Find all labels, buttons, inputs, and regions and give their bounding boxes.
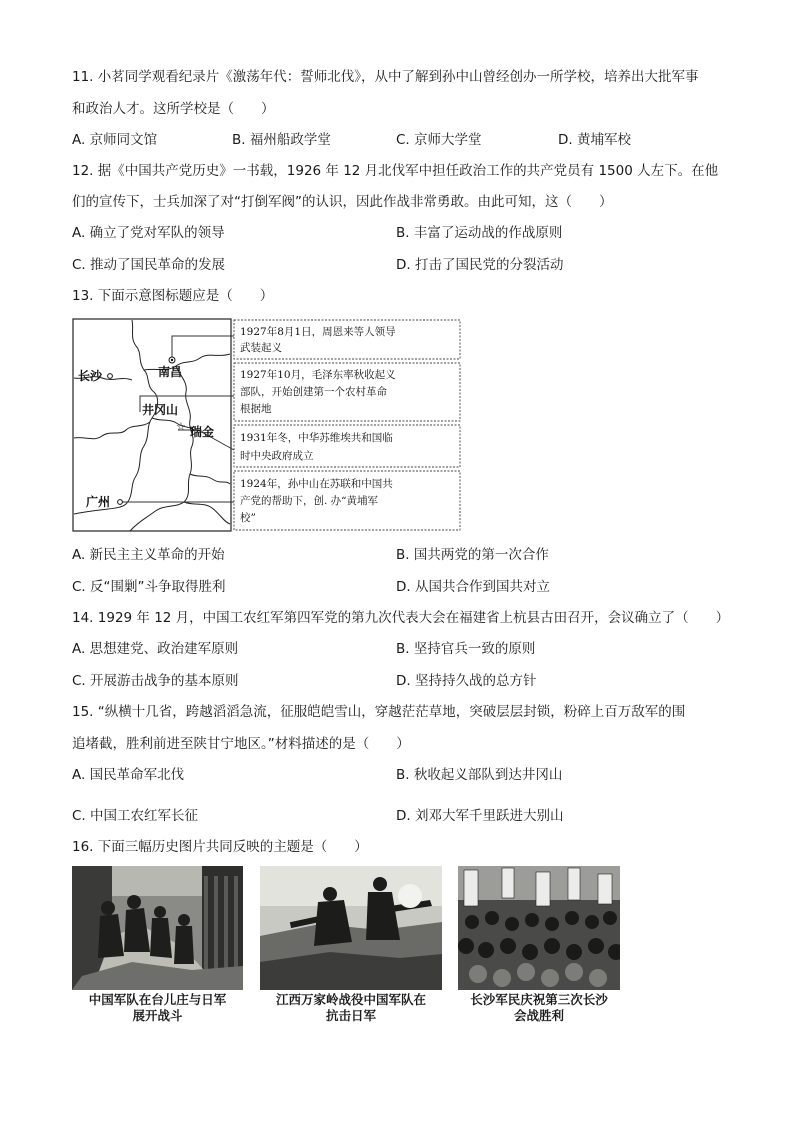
q16-stem: 16. 下面三幅历史图片共同反映的主题是（ ）: [72, 839, 368, 855]
note1-line1: 1927年8月1日，周恩来等人领导: [240, 326, 396, 338]
photo1-caption-line2: 展开战斗: [132, 1008, 183, 1023]
note3-line2: 时中央政府成立: [240, 450, 314, 462]
q14-option-b: B. 坚持官兵一致的原则: [396, 641, 536, 657]
note4-line2: 产党的帮助下，创. 办“黄埔军: [240, 495, 379, 507]
photo2-caption: [260, 992, 442, 1024]
map-label-changsha: 长沙: [78, 369, 103, 383]
photo1-caption: [72, 992, 243, 1024]
photo3-caption-line2: 会战胜利: [513, 1008, 564, 1023]
q11-option-d: D. 黄埔军校: [558, 132, 631, 148]
photo2-caption-line2: 抗击日军: [325, 1008, 376, 1023]
q11-option-a: A. 京师同文馆: [72, 132, 158, 148]
q13-option-a: A. 新民主主义革命的开始: [72, 547, 225, 563]
q13-stem: 13. 下面示意图标题应是（ ）: [72, 288, 274, 304]
q15-option-c: C. 中国工农红军长征: [72, 808, 199, 824]
q13-map-figure: [72, 318, 464, 532]
note3-line1: 1931年冬，中华苏维埃共和国临: [240, 432, 393, 444]
note2-line1: 1927年10月，毛泽东率秋收起义: [240, 369, 396, 381]
q12-option-a: A. 确立了党对军队的领导: [72, 225, 225, 241]
q11-stem-line2: 和政治人才。这所学校是（ ）: [72, 101, 275, 117]
q12-option-c: C. 推动了国民革命的发展: [72, 257, 226, 273]
photo-changsha-celebration: [458, 866, 620, 990]
q14-option-d: D. 坚持持久战的总方针: [396, 673, 537, 689]
q12-option-b: B. 丰富了运动战的作战原则: [396, 225, 563, 241]
photo-taierzhuang-battle: [72, 866, 243, 990]
note1-line2: 武装起义: [240, 342, 282, 354]
q11-option-b: B. 福州船政学堂: [232, 132, 331, 148]
map-label-nanchang: 南昌: [158, 365, 183, 379]
q15-option-b: B. 秋收起义部队到达井冈山: [396, 767, 563, 783]
q14-option-c: C. 开展游击战争的基本原则: [72, 673, 239, 689]
q15-stem-line1: 15. “纵横十几省，跨越滔滔急流，征服皑皑雪山，穿越茫茫草地，突破层层封锁，粉碎上百万敌军的围: [72, 704, 686, 720]
note4-line3: 校”: [240, 512, 256, 524]
map-label-guangzhou: 广州: [86, 495, 111, 509]
q13-option-c: C. 反“围剿”斗争取得胜利: [72, 579, 226, 595]
q14-option-a: A. 思想建党、政治建军原则: [72, 641, 239, 657]
q13-option-d: D. 从国共合作到国共对立: [396, 579, 550, 595]
svg-text:☆: ☆: [176, 420, 186, 433]
photo-wanjialing-battle: [260, 866, 442, 990]
q15-option-d: D. 刘邓大军千里跃进大别山: [396, 808, 564, 824]
map-label-jinggangshan: 井冈山: [142, 403, 179, 417]
note2-line3: 根据地: [240, 403, 272, 415]
q11-stem-line1: 11. 小茗同学观看纪录片《激荡年代：誓师北伐》，从中了解到孙中山曾经创办一所学校，培养出大批军事: [72, 69, 699, 85]
photo2-caption-line1: 江西万家岭战役中国军队在: [275, 992, 426, 1007]
photo3-caption-line1: 长沙军民庆祝第三次长沙: [470, 992, 608, 1007]
q13-option-b: B. 国共两党的第一次合作: [396, 547, 549, 563]
photo3-caption: [458, 992, 620, 1024]
q12-stem-line1: 12. 据《中国共产党历史》一书载，1926 年 12 月北伐军中担任政治工作的共产党员有 1500 人左下。在他: [72, 163, 719, 179]
q11-option-c: C. 京师大学堂: [396, 132, 482, 148]
q15-option-a: A. 国民革命军北伐: [72, 767, 185, 783]
q14-stem: 14. 1929 年 12 月，中国工农红军第四军党的第九次代表大会在福建省上杭县古田召开，会议确立了（ ）: [72, 610, 730, 626]
map-label-ruijin: 瑞金: [190, 425, 215, 439]
q12-stem-line2: 们的宣传下，士兵加深了对“打倒军阀”的认识，因此作战非常勇敢。由此可知，这（ ）: [72, 194, 613, 210]
note2-line2: 部队，开始创建第一个农村革命: [240, 386, 387, 398]
photo1-caption-line1: 中国军队在台儿庄与日军: [88, 992, 227, 1007]
q15-stem-line2: 追堵截，胜利前进至陕甘宁地区。”材料描述的是（ ）: [72, 736, 410, 752]
q12-option-d: D. 打击了国民党的分裂活动: [396, 257, 564, 273]
note4-line1: 1924年，孙中山在苏联和中国共: [240, 478, 393, 490]
